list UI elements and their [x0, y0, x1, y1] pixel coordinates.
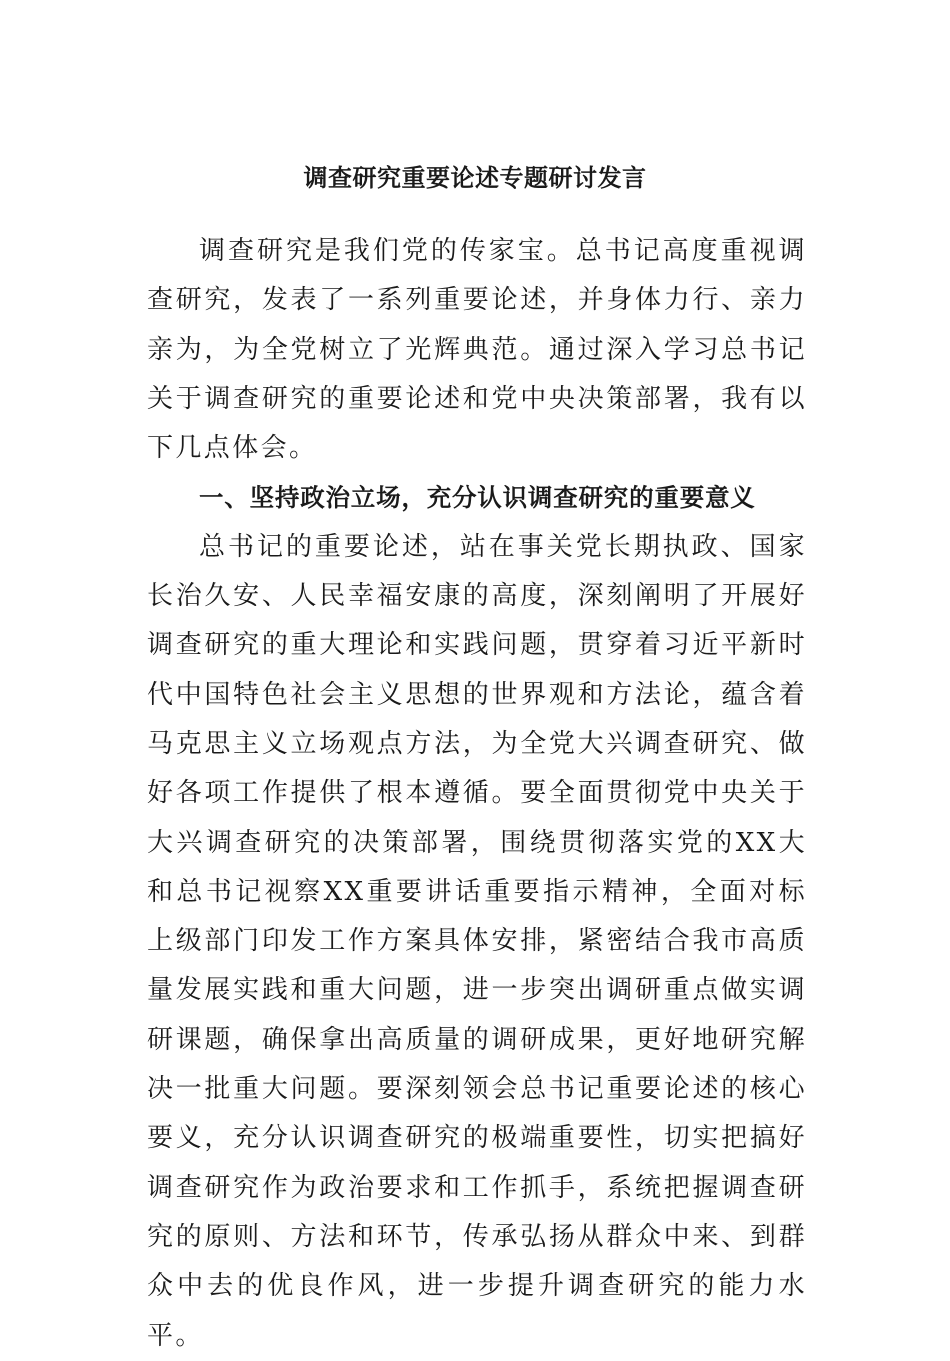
intro-paragraph: 调查研究是我们党的传家宝。总书记高度重视调查研究，发表了一系列重要论述，并身体力行、亲力亲为，为全党树立了光辉典范。通过深入学习总书记关于调查研究的重要论述和党中央决策部署，我有以下几点体会。	[147, 236, 807, 464]
section-paragraph: 总书记的重要论述，站在事关党长期执政、国家长治久安、人民幸福安康的高度，深刻阐明了开展好调查研究的重大理论和实践问题，贯穿着习近平新时代中国特色社会主义思想的世界观和方法论，蕴含着马克思主义立场观点方法，为全党大兴调查研究、做好各项工作提供了根本遵循。要全面贯彻党中央关于大兴调查研究的决策部署，围绕贯彻落实党的XX大和总书记视察XX重要讲话重要指示精神，全面对标上级部门印发工作方案具体安排，紧密结合我市高质量发展实践和重大问题，进一步突出调研重点做实调研课题，确保拿出高质量的调研成果，更好地研究解决一批重大问题。要深刻领会总书记重要论述的核心要义，充分认识调查研究的极端重要性，切实把搞好调查研究作为政治要求和工作抓手，系统把握调查研究的原则、方法和环节，传承弘扬从群众中来、到群众中去的优良作风，进一步提升调查研究的能力水平。	[147, 531, 807, 1351]
document-body	[147, 227, 807, 1361]
section-heading: 一、坚持政治立场，充分认识调查研究的重要意义	[199, 483, 756, 513]
document-title: 调查研究重要论述专题研讨发言	[303, 164, 647, 192]
